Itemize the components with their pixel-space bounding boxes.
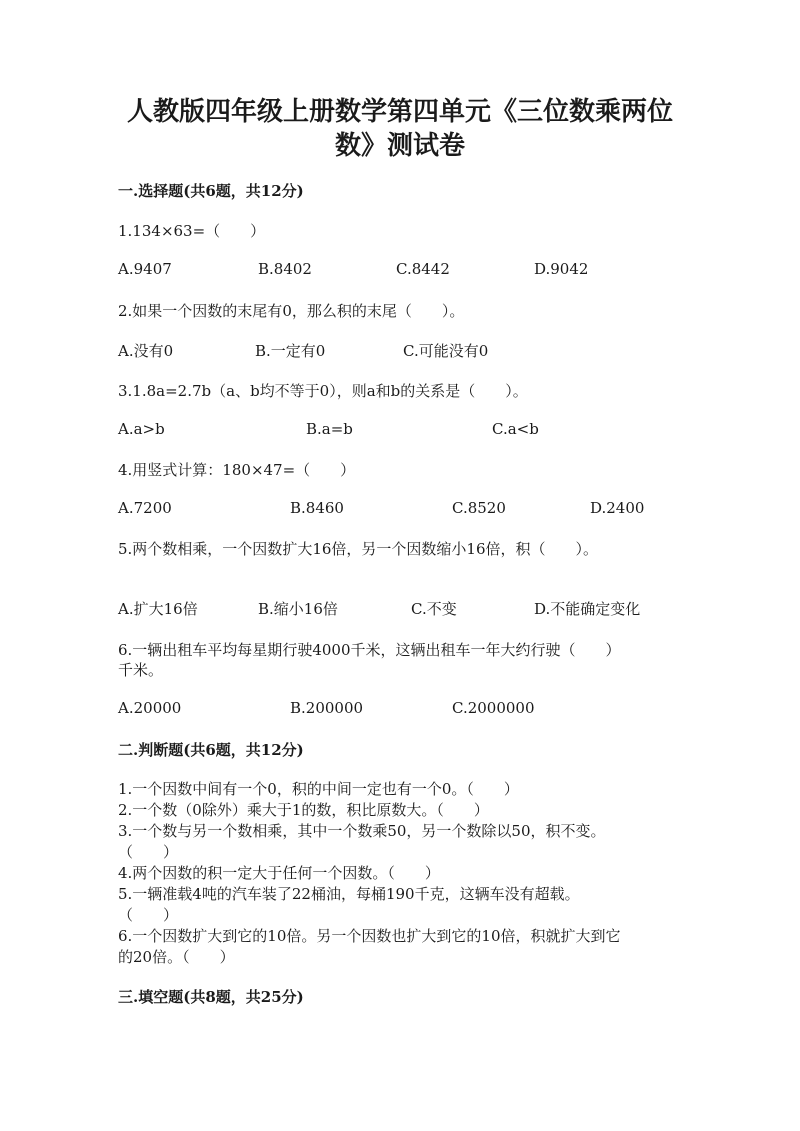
judgment-line-7: （ ） [118, 906, 179, 924]
judgment-line-2: 2.一个数（0除外）乘大于1的数，积比原数大。（ ） [118, 801, 489, 819]
q6-option-a: A.20000 [118, 699, 182, 717]
q6-option-b: B.200000 [290, 699, 364, 717]
q4-option-d: D.2400 [590, 499, 645, 517]
page-title-line2: 数》测试卷 [334, 131, 465, 161]
q3-option-c: C.a<b [492, 420, 539, 438]
question-4: 4.用竖式计算：180×47=（ ） [118, 461, 356, 479]
question-6-line1: 6.一辆出租车平均每星期行驶4000千米，这辆出租车一年大约行驶（ ） [118, 641, 621, 659]
judgment-line-4: （ ） [118, 843, 179, 861]
judgment-line-9: 的20倍。（ ） [118, 948, 235, 966]
q5-option-d: D.不能确定变化 [534, 600, 641, 618]
q2-option-c: C.可能没有0 [403, 342, 489, 360]
q4-option-a: A.7200 [118, 499, 172, 517]
section-heading-choice: 一.选择题(共6题，共12分) [118, 182, 304, 200]
q5-option-a: A.扩大16倍 [118, 600, 198, 618]
q1-option-d: D.9042 [534, 260, 589, 278]
question-2: 2.如果一个因数的末尾有0，那么积的末尾（ ）。 [118, 302, 465, 320]
judgment-line-8: 6.一个因数扩大到它的10倍。另一个因数也扩大到它的10倍，积就扩大到它 [118, 927, 621, 945]
q5-option-b: B.缩小16倍 [258, 600, 338, 618]
q1-option-b: B.8402 [258, 260, 312, 278]
section-heading-judgment: 二.判断题(共6题，共12分) [118, 741, 304, 759]
q2-option-b: B.一定有0 [255, 342, 326, 360]
q1-option-a: A.9407 [118, 260, 172, 278]
q3-option-b: B.a=b [306, 420, 353, 438]
q1-option-c: C.8442 [396, 260, 450, 278]
q4-option-c: C.8520 [452, 499, 506, 517]
question-6-line2: 千米。 [118, 661, 164, 679]
judgment-line-6: 5.一辆准载4吨的汽车装了22桶油，每桶190千克，这辆车没有超载。 [118, 885, 580, 903]
q2-option-a: A.没有0 [118, 342, 174, 360]
judgment-line-3: 3.一个数与另一个数相乘，其中一个数乘50，另一个数除以50，积不变。 [118, 822, 606, 840]
section-heading-fill: 三.填空题(共8题，共25分) [118, 988, 304, 1006]
judgment-line-1: 1.一个因数中间有一个0，积的中间一定也有一个0。（ ） [118, 780, 519, 798]
q3-option-a: A.a>b [118, 420, 165, 438]
q4-option-b: B.8460 [290, 499, 344, 517]
q5-option-c: C.不变 [411, 600, 457, 618]
judgment-line-5: 4.两个因数的积一定大于任何一个因数。（ ） [118, 864, 440, 882]
page-title-line1: 人教版四年级上册数学第四单元《三位数乘两位 [126, 97, 673, 127]
q6-option-c: C.2000000 [452, 699, 535, 717]
question-1: 1.134×63=（ ） [118, 222, 266, 240]
question-3: 3.1.8a=2.7b（a、b均不等于0），则a和b的关系是（ ）。 [118, 382, 528, 400]
question-5: 5.两个数相乘，一个因数扩大16倍，另一个因数缩小16倍，积（ ）。 [118, 540, 598, 558]
